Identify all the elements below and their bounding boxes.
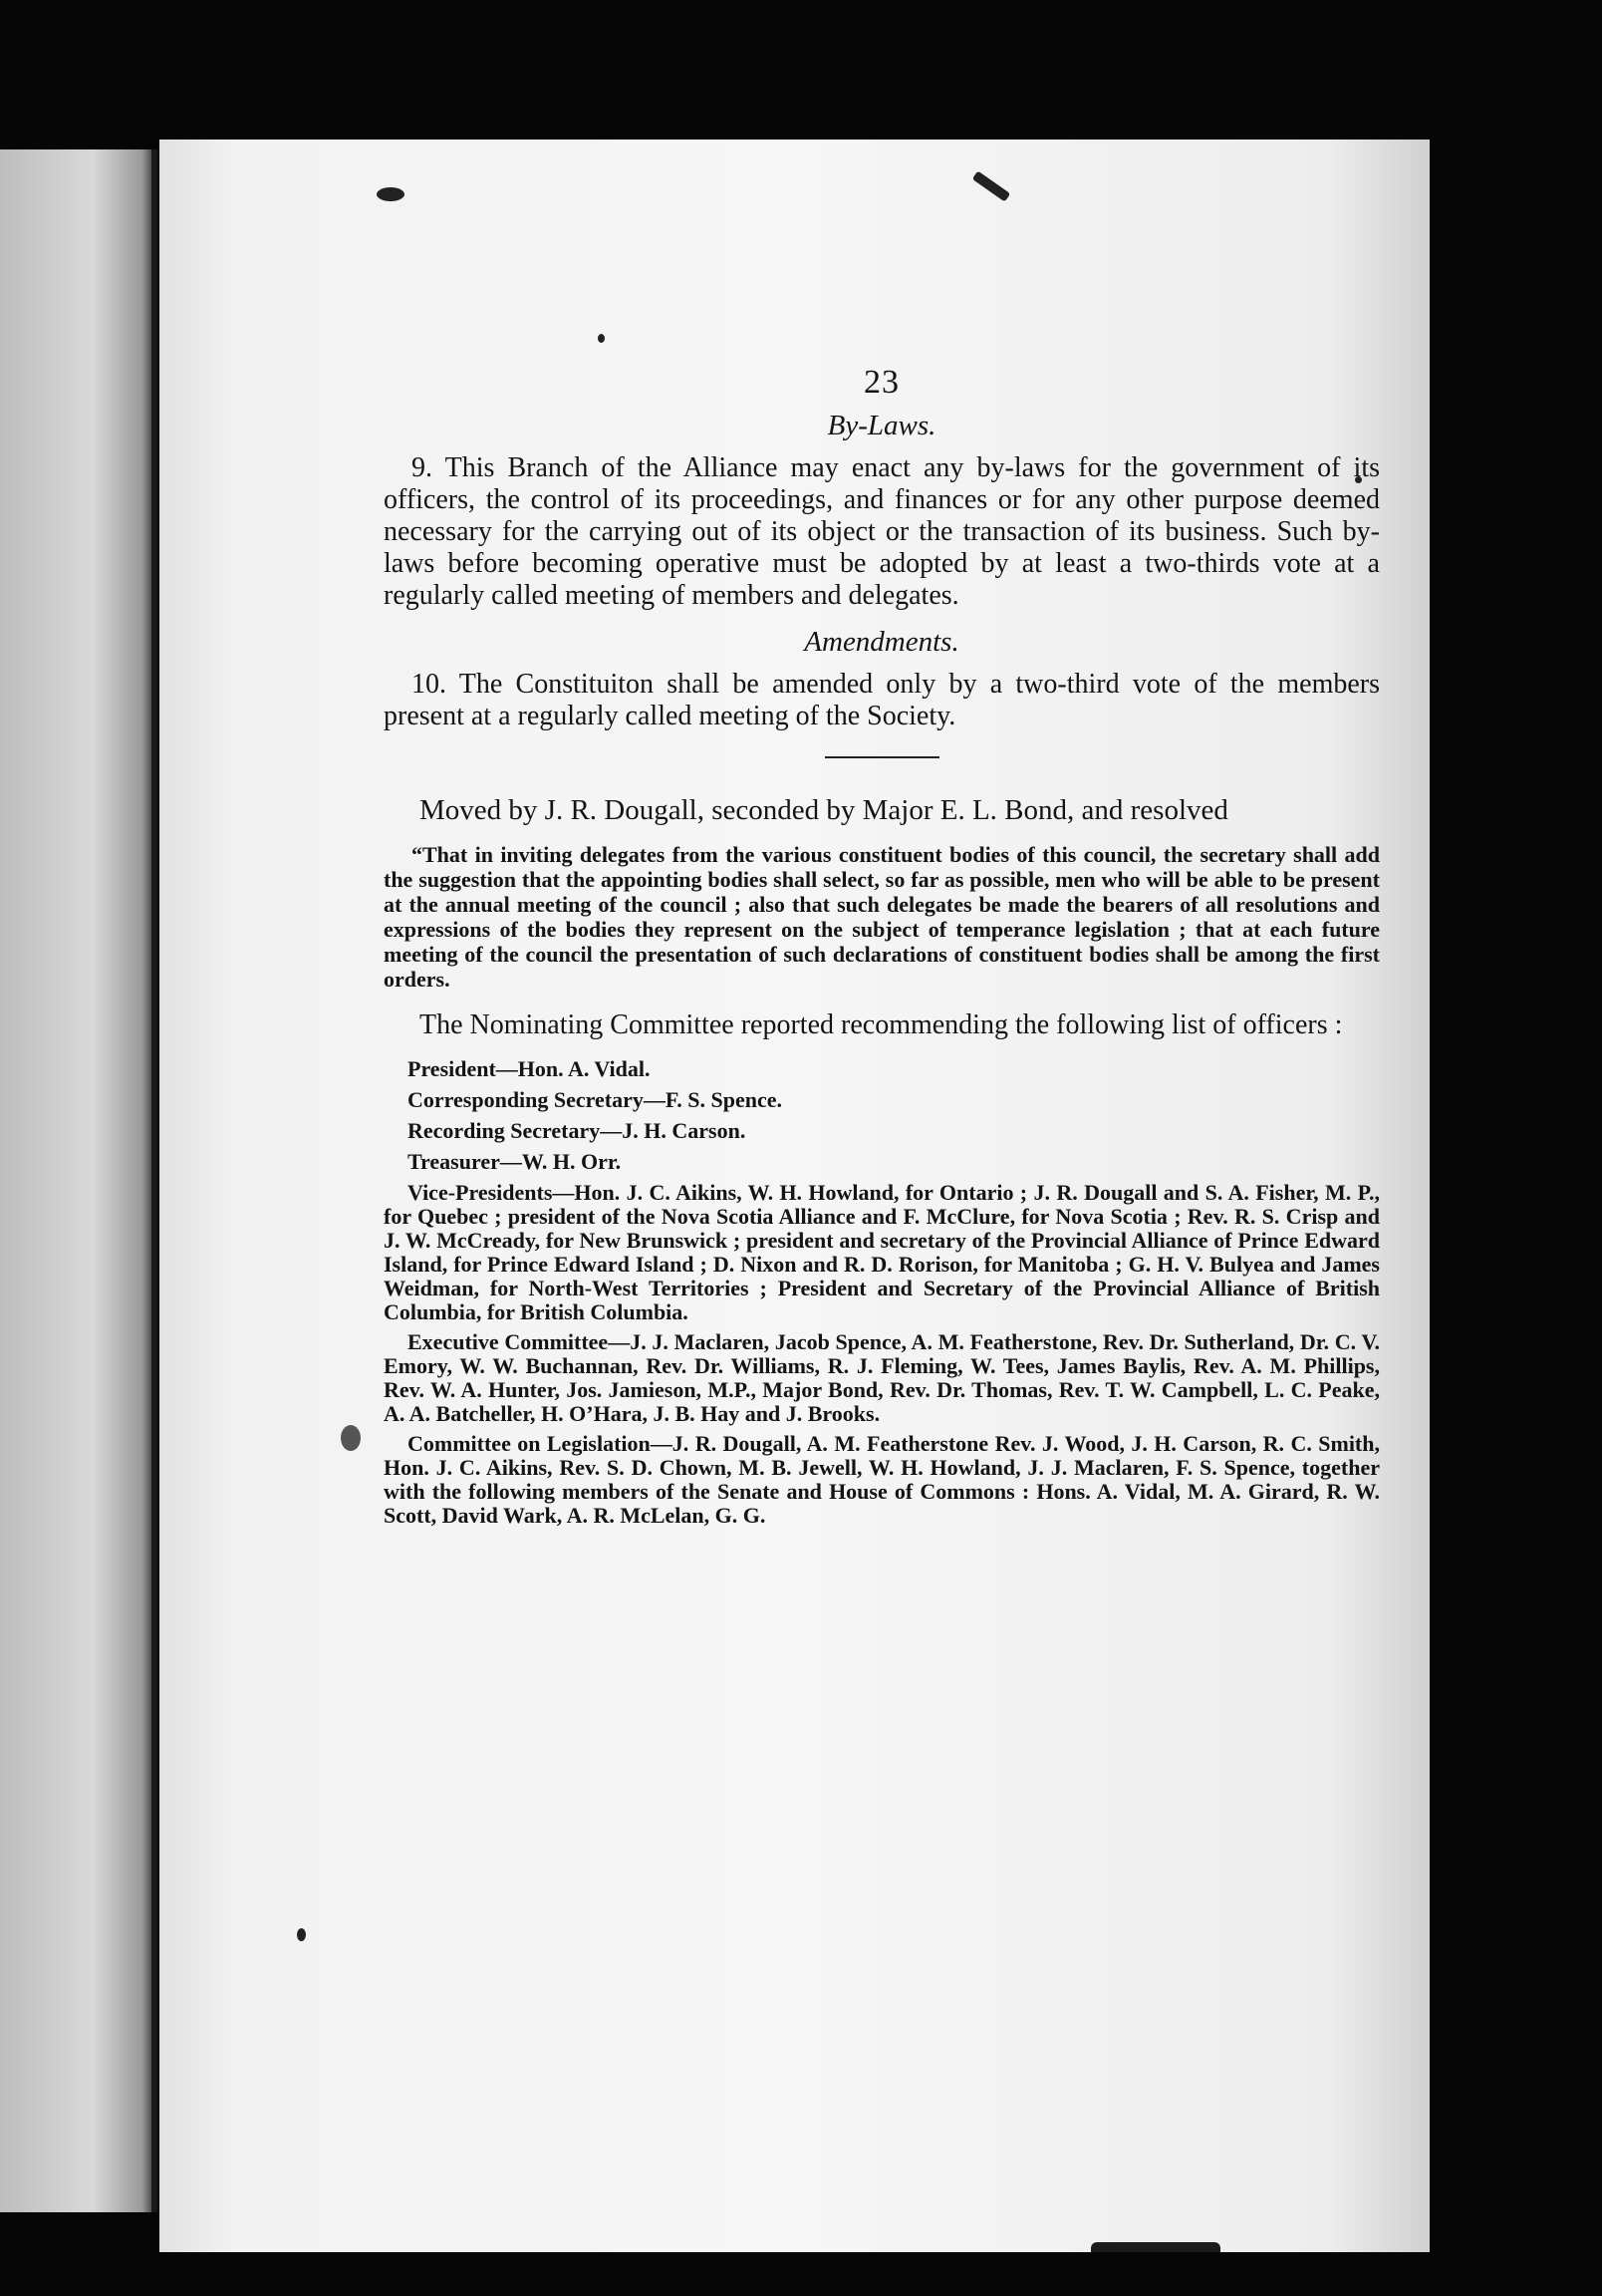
ink-speck bbox=[598, 334, 605, 343]
ink-speck bbox=[341, 1425, 361, 1451]
ink-speck bbox=[972, 170, 1011, 201]
bylaws-heading: By-Laws. bbox=[827, 410, 936, 441]
officer-treasurer: Treasurer—W. H. Orr. bbox=[407, 1149, 622, 1174]
officer-president: President—Hon. A. Vidal. bbox=[407, 1056, 651, 1081]
legislation-committee-list: Committee on Legislation—J. R. Dougall, A. M. Featherstone Rev. J. Wood, J. H. Carson, R. C. Smith, Hon. J. C. Aikins, Rev. S. D. Chown, M. B. Jewell, W. H. Howland, J. J. Maclaren, F. S. Spence, together with the following members of the Senate and House of Commons : Hons. A. Vidal, M. A. Girard, R. W. Scott, David Wark, A. R. McLelan, G. G. bbox=[384, 1431, 1380, 1528]
facing-page-edge bbox=[0, 149, 154, 2212]
nominating-paragraph: The Nominating Committee reported recommending the following list of officers : bbox=[419, 1009, 1343, 1040]
page-text bbox=[384, 364, 1380, 1534]
officer-recording-secretary: Recording Secretary—J. H. Carson. bbox=[407, 1118, 746, 1143]
book-gutter bbox=[151, 149, 157, 2212]
bylaws-paragraph: 9. This Branch of the Alliance may enact any by-laws for the government of its officers, the control of its proceedings, and finances or for any other purpose deemed necessary for the carrying out of its object or the transaction of its business. Such by-laws before becoming operative must be adopted by at least a two-thirds vote at a regularly called meeting of members and delegates. bbox=[384, 452, 1380, 611]
amendments-heading: Amendments. bbox=[804, 626, 959, 658]
resolution-quote: “That in inviting delegates from the various constituent bodies of this council, the secretary shall add the suggestion that the appointing bodies shall select, so far as possible, men who will be able to be present at the annual meeting of the council ; also that such delegates be made the bearers of all resolutions and expressions of the bodies they represent on the subject of temperance legislation ; that at each future meeting of the council the presentation of such declarations of constituent bodies shall be among the first orders. bbox=[384, 842, 1380, 992]
ink-speck bbox=[297, 1928, 306, 1941]
vice-presidents-list: Vice-Presidents—Hon. J. C. Aikins, W. H. Howland, for Ontario ; J. R. Dougall and S. A. Fisher, M. P., for Quebec ; president of the Nova Scotia Alliance and F. McClure, for Nova Scotia ; Rev. R. S. Crisp and J. W. McCready, for New Brunswick ; president and secretary of the Provincial Alliance of Prince Edward Island, for Prince Edward Island ; D. Nixon and R. D. Rorison, for Manitoba ; G. H. V. Bulyea and James Weidman, for North-West Territories ; President and Secretary of the Provincial Alliance of British Columbia, for British Columbia. bbox=[384, 1180, 1380, 1324]
motion-paragraph: Moved by J. R. Dougall, seconded by Major E. L. Bond, and resolved bbox=[419, 794, 1228, 826]
page-number: 23 bbox=[864, 364, 900, 401]
executive-committee-list: Executive Committee—J. J. Maclaren, Jacob Spence, A. M. Featherstone, Rev. Dr. Sutherland, Dr. C. V. Emory, W. W. Buchannan, Rev. Dr. Williams, R. J. Fleming, W. Tees, James Baylis, Rev. A. M. Phillips, Rev. W. A. Hunter, Jos. Jamieson, M.P., Major Bond, Rev. Dr. Thomas, Rev. T. W. Campbell, L. C. Peake, A. A. Batcheller, H. O’Hara, J. B. Hay and J. Brooks. bbox=[384, 1329, 1380, 1426]
officer-corresponding-secretary: Corresponding Secretary—F. S. Spence. bbox=[407, 1087, 783, 1112]
ink-speck bbox=[377, 187, 404, 201]
binding-thread bbox=[1091, 2242, 1220, 2252]
amendments-paragraph: 10. The Constituiton shall be amended only by a two-third vote of the members present at a regularly called meeting of the Society. bbox=[384, 669, 1380, 731]
section-divider bbox=[825, 756, 939, 758]
scanned-page bbox=[159, 140, 1430, 2252]
